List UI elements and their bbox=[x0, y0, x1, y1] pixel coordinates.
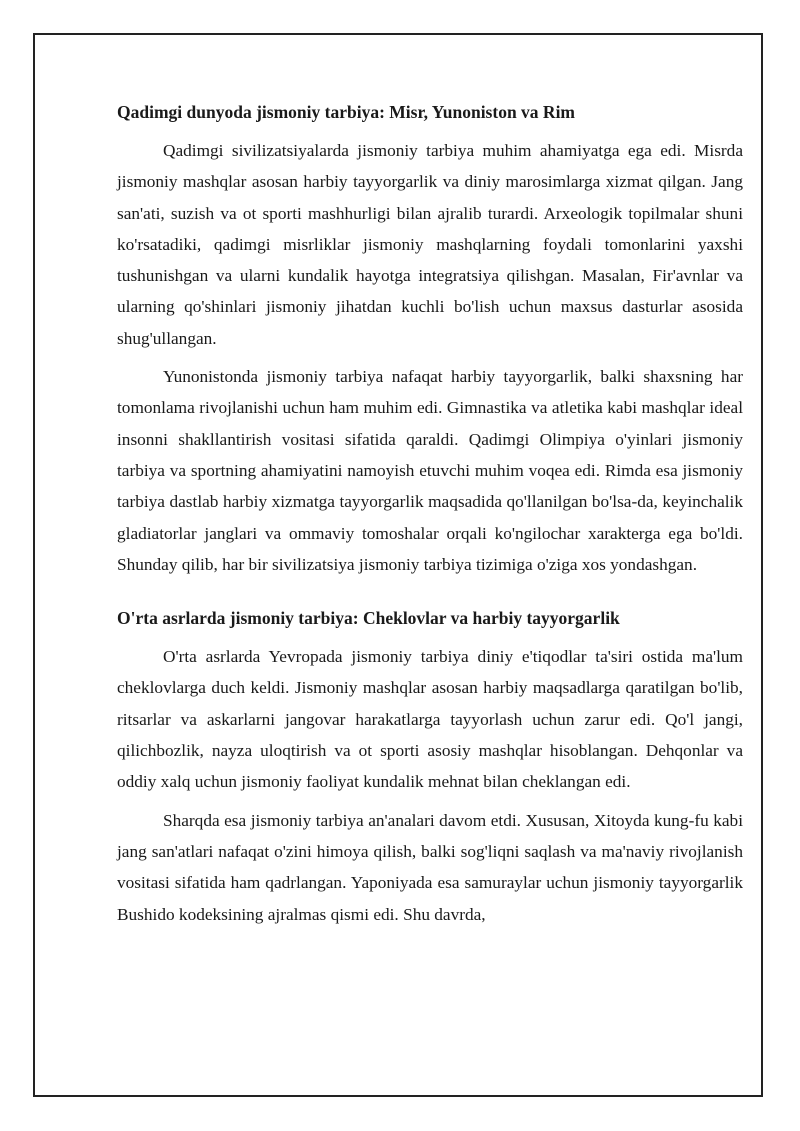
paragraph: Sharqda esa jismoniy tarbiya an'analari davom etdi. Xususan, Xitoyda kung-fu kabi jang san'atlari nafaqat o'zini himoya qilish, balki sog'liqni saqlash va ma'naviy rivojlanish vositasi sifatida ham qadrlangan. Yaponiyada esa samuraylar uchun jismoniy tayyorgarlik Bushido kodeksining ajralmas qismi edi. Shu davrda, bbox=[117, 810, 743, 924]
paragraph: O'rta asrlarda Yevropada jismoniy tarbiya diniy e'tiqodlar ta'siri ostida ma'lum cheklovlarga duch keldi. Jismoniy mashqlar asosan harbiy maqsadlarga qaratilgan bo'lib, ritsarlar va askarlarni jangovar harakatlarga tayyorlash uchun zarur edi. Qo'l jangi, qilichbozlik, nayza uloqtirish va ot sporti asosiy mashqlar hisoblangan. Dehqonlar va oddiy xalq uchun jismoniy faoliyat kundalik mehnat bilan cheklangan edi. bbox=[117, 647, 743, 792]
paragraph: Yunonistonda jismoniy tarbiya nafaqat harbiy tayyorgarlik, balki shaxsning har tomonlama rivojlanishi uchun ham muhim edi. Gimnastika va atletika kabi mashqlar ideal insonni shakllantirish vositasi sifatida qaraldi. Qadimgi Olimpiya o'yinlari jismoniy tarbiya va sportning ahamiyatini namoyish etuvchi muhim voqea edi. Rimda esa jismoniy tarbiya dastlab harbiy xizmatga tayyorgarlik maqsadida qo'llanilgan bo'lsa-da, keyinchalik gladiatorlar janglari va ommaviy tomoshalar orqali ko'ngilochar xarakterga ega bo'ldi. Shunday qilib, har bir sivilizatsiya jismoniy tarbiya tizimiga o'ziga xos yondashgan. bbox=[117, 367, 743, 574]
section-heading: Qadimgi dunyoda jismoniy tarbiya: Misr, Yunoniston va Rim bbox=[117, 102, 576, 122]
section-middle-ages bbox=[117, 604, 743, 930]
section-heading: O'rta asrlarda jismoniy tarbiya: Cheklovlar va harbiy tayyorgarlik bbox=[117, 608, 620, 629]
section-ancient-world bbox=[117, 98, 743, 580]
document-body bbox=[117, 98, 743, 937]
paragraph: Qadimgi sivilizatsiyalarda jismoniy tarbiya muhim ahamiyatga ega edi. Misrda jismoniy mashqlar asosan harbiy tayyorgarlik va diniy marosimlarga xizmat qilgan. Jang san'ati, suzish va ot sporti mashhurligi bilan ajralib turardi. Arxeologik topilmalar shuni ko'rsatadiki, qadimgi misrliklar jismoniy mashqlarning foydali tomonlarini yaxshi tushunishgan va ularni kundalik hayotga integratsiya qilishgan. Masalan, Fir'avnlar va ularning qo'shinlari jismoniy jihatdan kuchli bo'lish uchun maxsus dasturlar asosida shug'ullangan. bbox=[117, 141, 743, 348]
